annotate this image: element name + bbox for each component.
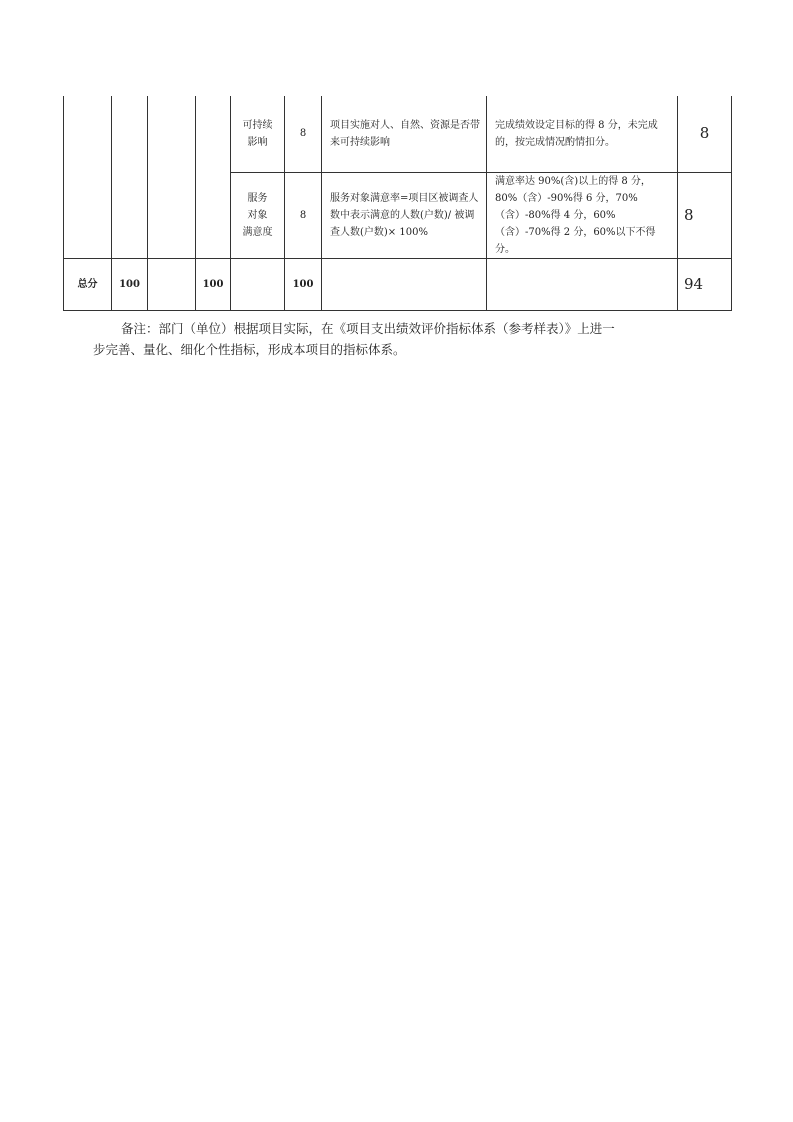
indicator-line: 服务 (247, 192, 268, 204)
indicator-line: 满意度 (242, 226, 273, 238)
cell-empty (112, 96, 148, 258)
weight-cell: 8 (285, 96, 322, 172)
cell-empty (64, 96, 112, 258)
indicator-line: 对象 (247, 209, 268, 221)
total-col2: 100 (112, 258, 148, 310)
standard-cell: 满意率达 90%(含)以上的得 8 分，80%（含）-90%得 6 分，70%（含）-80%得 4 分，60%（含）-70%得 2 分，60%以下不得分。 (487, 172, 678, 258)
cell-empty (487, 258, 678, 310)
weight-cell: 8 (285, 172, 322, 258)
content-cell: 项目实施对人、自然、资源是否带来可持续影响 (322, 96, 487, 172)
performance-table (63, 96, 732, 311)
total-col4: 100 (196, 258, 231, 310)
total-row (64, 258, 732, 310)
cell-empty (322, 258, 487, 310)
cell-empty (196, 96, 231, 258)
cell-empty (148, 258, 196, 310)
cell-empty (231, 258, 285, 310)
indicator-line: 影响 (247, 136, 268, 148)
indicator-line: 可持续 (242, 119, 273, 131)
total-score: 94 (678, 258, 732, 310)
cell-empty (148, 96, 196, 258)
score-cell: 8 (678, 96, 732, 172)
indicator-cell (231, 96, 285, 172)
score-cell: 8 (678, 172, 732, 258)
total-col6: 100 (285, 258, 322, 310)
footnote (93, 318, 713, 360)
table-row (64, 96, 732, 172)
content-cell: 服务对象满意率=项目区被调查人数中表示满意的人数(户数)/ 被调查人数(户数)× 100% (322, 172, 487, 258)
total-label: 总分 (64, 258, 112, 310)
footnote-line: 备注：部门（单位）根据项目实际，在《项目支出绩效评价指标体系（参考样表）》上进一 (121, 321, 615, 336)
footnote-line: 步完善、量化、细化个性指标，形成本项目的指标体系。 (93, 342, 406, 357)
standard-cell: 完成绩效设定目标的得 8 分，未完成的，按完成情况酌情扣分。 (487, 96, 678, 172)
indicator-cell (231, 172, 285, 258)
